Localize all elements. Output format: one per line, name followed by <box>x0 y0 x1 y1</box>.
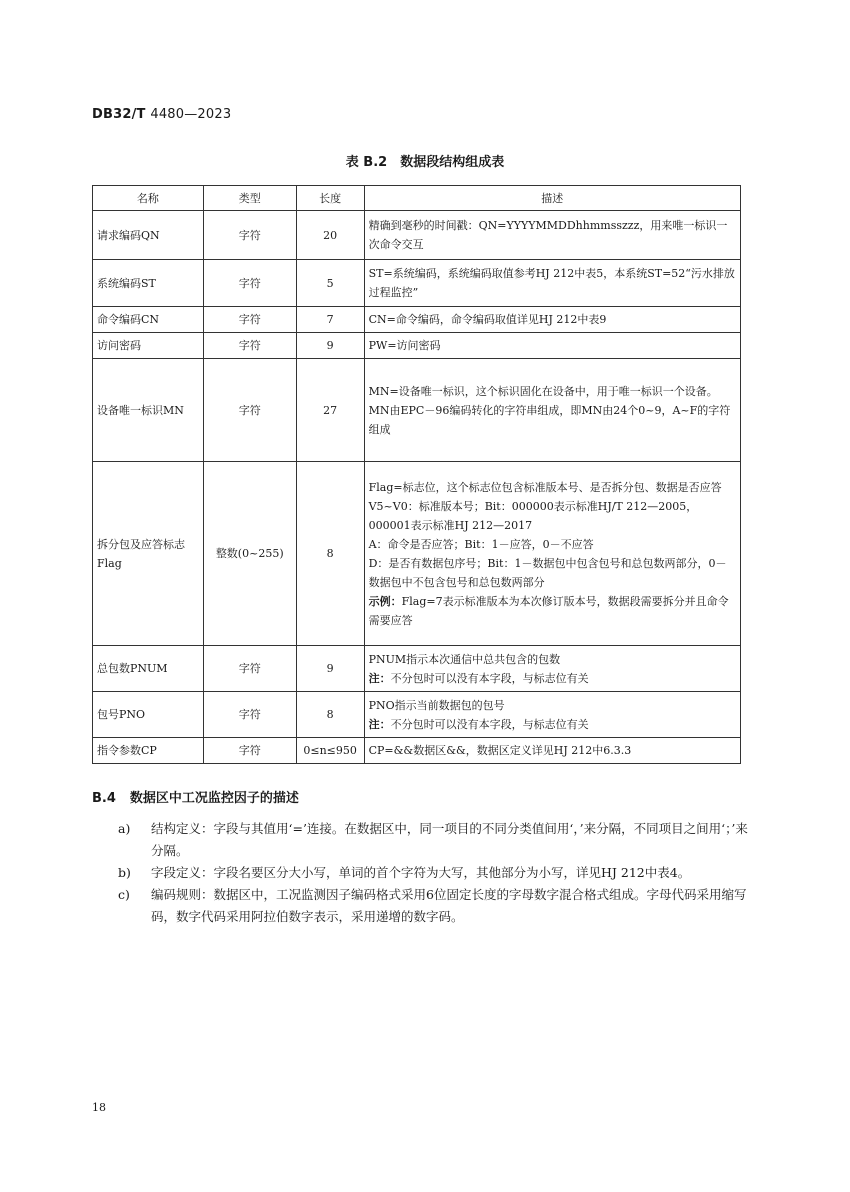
table-row <box>93 307 741 333</box>
cell-type: 字符 <box>203 738 296 764</box>
column-header-name: 名称 <box>93 186 204 211</box>
list-item-text: 结构定义：字段与其值用‘=’连接。在数据区中，同一项目的不同分类值间用‘，’来分隔，不同项目之间用‘；’来分隔。 <box>151 821 748 858</box>
note-line <box>369 669 736 688</box>
table-title: 表 B.2 数据段结构组成表 <box>345 155 505 170</box>
table-row <box>93 333 741 359</box>
description-line: MN=设备唯一标识，这个标识固化在设备中，用于唯一标识一个设备。 <box>368 384 718 398</box>
cell-name: 包号PNO <box>93 692 204 738</box>
cell-type: 字符 <box>203 333 296 359</box>
data-segment-table <box>92 185 741 764</box>
definition-list <box>118 818 748 928</box>
description-line: PNO指示当前数据包的包号 <box>368 698 505 712</box>
example-text: Flag=7表示标准版本为本次修订版本号，数据段需要拆分并且命令需要应答 <box>368 594 729 627</box>
column-header-description: 描述 <box>364 186 740 211</box>
note-label: 注： <box>368 717 391 731</box>
cell-length: 5 <box>296 260 364 307</box>
table-row <box>93 646 741 692</box>
cell-description <box>364 738 740 764</box>
cell-description <box>364 646 740 692</box>
note-line <box>369 715 736 734</box>
list-item <box>118 818 748 862</box>
cell-type: 整数(0~255) <box>203 462 296 646</box>
table-header-row <box>93 186 741 211</box>
cell-description <box>364 692 740 738</box>
cell-name: 系统编码ST <box>93 260 204 307</box>
list-item <box>118 862 748 884</box>
table-row <box>93 260 741 307</box>
cell-length: 20 <box>296 211 364 260</box>
document-code <box>92 107 231 122</box>
cell-description <box>364 260 740 307</box>
section-heading <box>92 787 299 806</box>
cell-description <box>364 307 740 333</box>
cell-name: 指令参数CP <box>93 738 204 764</box>
cell-description <box>364 211 740 260</box>
cell-length: 9 <box>296 333 364 359</box>
list-item-text: 编码规则：数据区中，工况监测因子编码格式采用6位固定长度的字母数字混合格式组成。字母代码采用缩写码，数字代码采用阿拉伯数字表示，采用递增的数字码。 <box>151 887 747 924</box>
cell-length: 27 <box>296 359 364 462</box>
cell-type: 字符 <box>203 646 296 692</box>
cell-name: 请求编码QN <box>93 211 204 260</box>
page-number: 18 <box>92 1101 106 1114</box>
description-line: 精确到毫秒的时间戳：QN=YYYYMMDDhhmmsszzz，用来唯一标识一次命令交互 <box>368 219 728 251</box>
list-item <box>118 884 748 928</box>
cell-type: 字符 <box>203 692 296 738</box>
cell-name: 访问密码 <box>93 333 204 359</box>
cell-type: 字符 <box>203 211 296 260</box>
cell-description <box>364 333 740 359</box>
description-line: Flag=标志位，这个标志位包含标准版本号、是否拆分包、数据是否应答 <box>368 480 722 494</box>
cell-length: 9 <box>296 646 364 692</box>
cell-name: 总包数PNUM <box>93 646 204 692</box>
cell-description <box>364 359 740 462</box>
table-row <box>93 462 741 646</box>
cell-name: 命令编码CN <box>93 307 204 333</box>
cell-type: 字符 <box>203 359 296 462</box>
table-row <box>93 359 741 462</box>
description-line: D：是否有数据包序号；Bit：1－数据包中包含包号和总包数两部分，0－数据包中不包含包号和总包数两部分 <box>368 556 727 589</box>
list-item-text: 字段定义：字段名要区分大小写，单词的首个字符为大写，其他部分为小写，详见HJ 212中表4。 <box>151 865 691 880</box>
example-label: 示例： <box>368 594 402 608</box>
note-text: 不分包时可以没有本字段，与标志位有关 <box>390 717 589 731</box>
cell-length: 7 <box>296 307 364 333</box>
description-line: MN由EPC－96编码转化的字符串组成，即MN由24个0~9，A~F的字符组成 <box>368 403 731 436</box>
description-line: A：命令是否应答；Bit：1－应答，0－不应答 <box>368 537 594 551</box>
cell-description <box>364 462 740 646</box>
description-line: PNUM指示本次通信中总共包含的包数 <box>368 652 561 666</box>
description-line: CP=&&数据区&&，数据区定义详见HJ 212中6.3.3 <box>368 744 632 757</box>
document-code-prefix: DB32/T <box>92 107 146 122</box>
cell-type: 字符 <box>203 307 296 333</box>
cell-length: 8 <box>296 692 364 738</box>
description-line: ST=系统编码，系统编码取值参考HJ 212中表5，本系统ST=52“污水排放过程监控” <box>368 267 735 299</box>
document-code-number: 4480—2023 <box>150 107 232 122</box>
column-header-type: 类型 <box>203 186 296 211</box>
description-line: V5~V0：标准版本号；Bit：000000表示标准HJ/T 212—2005，000001表示标准HJ 212—2017 <box>368 499 698 532</box>
cell-name: 拆分包及应答标志Flag <box>93 462 204 646</box>
column-header-length: 长度 <box>296 186 364 211</box>
list-marker: b) <box>118 865 131 880</box>
description-line: CN=命令编码，命令编码取值详见HJ 212中表9 <box>368 313 607 326</box>
description-line: PW=访问密码 <box>368 339 441 352</box>
note-label: 注： <box>368 671 391 685</box>
table-row <box>93 211 741 260</box>
cell-length: 0≤n≤950 <box>296 738 364 764</box>
table-row <box>93 738 741 764</box>
cell-length: 8 <box>296 462 364 646</box>
list-marker: c) <box>118 887 130 902</box>
note-text: 不分包时可以没有本字段，与标志位有关 <box>390 671 589 685</box>
cell-name: 设备唯一标识MN <box>93 359 204 462</box>
table-row <box>93 692 741 738</box>
example-line <box>369 592 736 630</box>
list-marker: a) <box>118 821 131 836</box>
section-title: 数据区中工况监控因子的描述 <box>129 791 299 806</box>
cell-type: 字符 <box>203 260 296 307</box>
section-number: B.4 <box>92 791 116 806</box>
